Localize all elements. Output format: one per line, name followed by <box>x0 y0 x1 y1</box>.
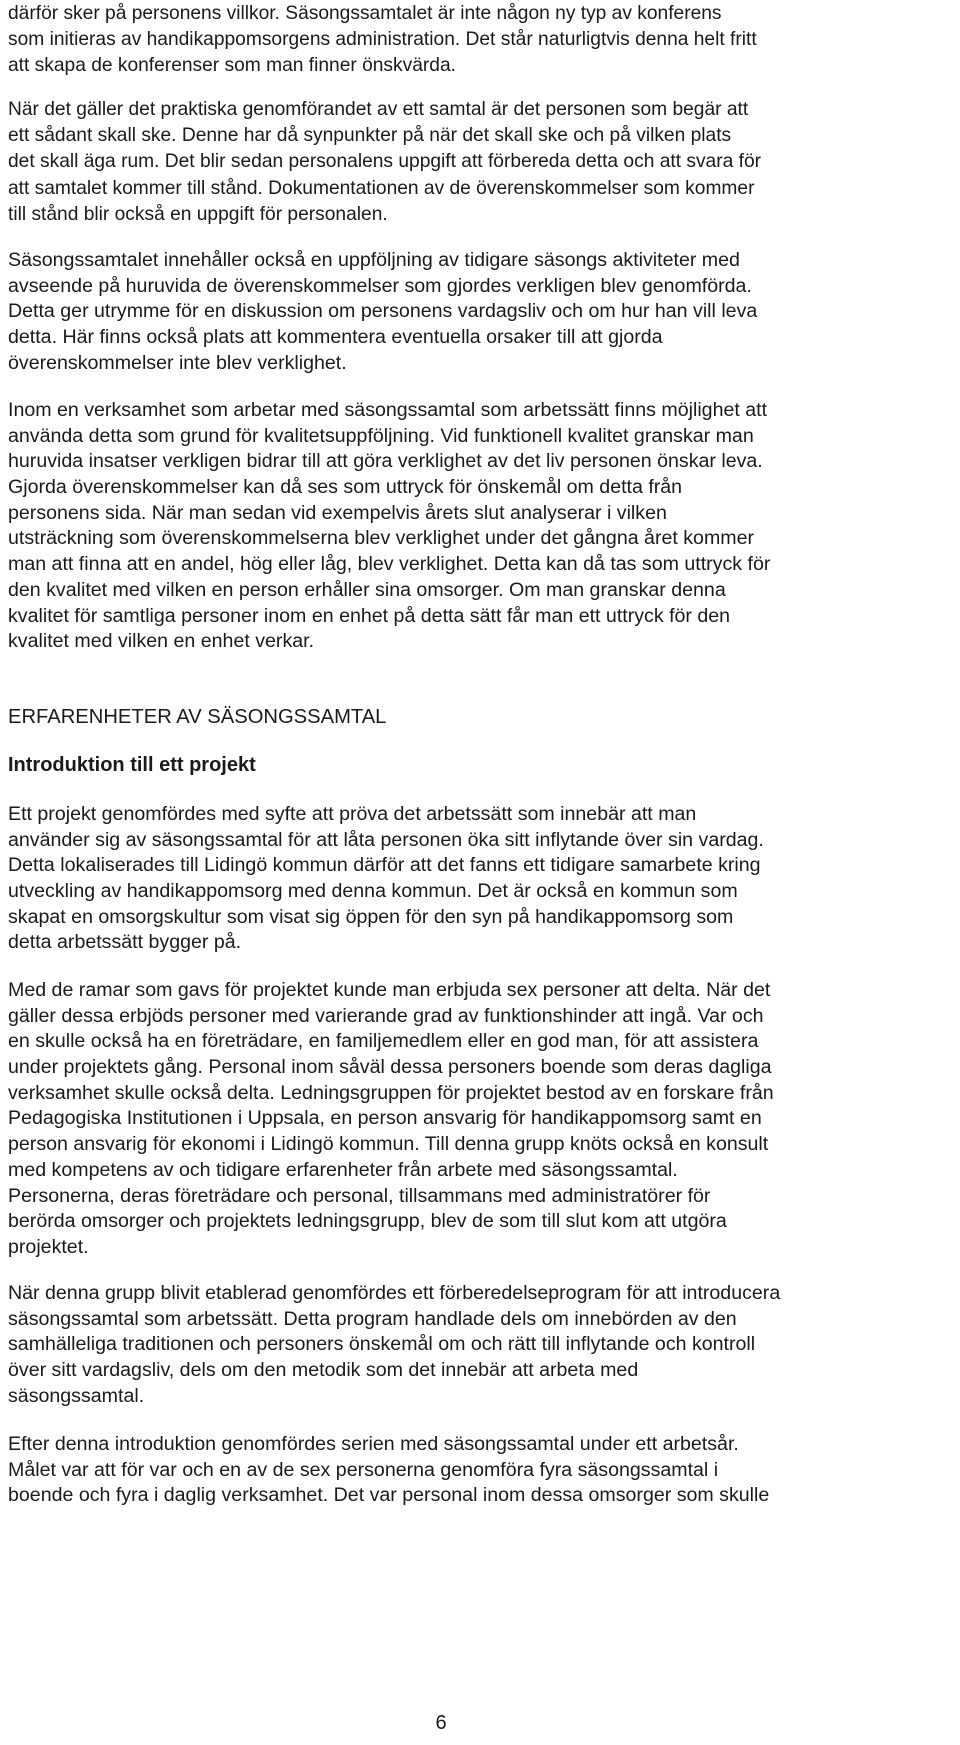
text-line: person ansvarig för ekonomi i Lidingö kommun. Till denna grupp knöts också en konsult <box>8 1133 769 1156</box>
text-line: därför sker på personens villkor. Säsongssamtalet är inte någon ny typ av konferens <box>8 3 722 24</box>
paragraph-followup <box>8 248 954 376</box>
text-line: Efter denna introduktion genomfördes serien med säsongssamtal under ett arbetsår. <box>8 1433 739 1455</box>
text-line: den kvalitet med vilken en person erhåller sina omsorger. Om man granskar denna <box>8 578 726 601</box>
subsection-heading <box>8 752 954 778</box>
text-line: som initieras av handikappomsorgens administration. Det står naturligtvis denna helt fritt <box>8 29 757 51</box>
text-line: till stånd blir också en uppgift för personalen. <box>8 203 388 225</box>
page-number: 6 <box>435 1712 447 1734</box>
text-line: skapat en omsorgskultur som visat sig öppen för den syn på handikappomsorg som <box>8 905 734 928</box>
text-line: Målet var att för var och en av de sex personerna genomföra fyra säsongssamtal i <box>8 1458 719 1481</box>
text-line: att samtalet kommer till stånd. Dokumentationen av de överenskommelser som kommer <box>8 177 755 199</box>
text-line: verksamhet skulle också delta. Ledningsgruppen för projektet bestod av en forskare från <box>8 1081 774 1104</box>
text-line: Inom en verksamhet som arbetar med säsongssamtal som arbetssätt finns möjlighet att <box>8 399 768 421</box>
subheading-text: Introduktion till ett projekt <box>8 754 256 776</box>
text-line: över sitt vardagsliv, dels om den metodik som det innebär att arbeta med <box>8 1359 639 1382</box>
text-line: När det gäller det praktiska genomförandet av ett samtal är det personen som begär att <box>8 99 749 120</box>
text-line: samhälleliga traditionen och personers önskemål om och rätt till inflytande och kontroll <box>8 1333 756 1356</box>
text-line: säsongssamtal som arbetssätt. Detta program handlade dels om innebörden av den <box>8 1307 737 1330</box>
paragraph-series <box>8 1432 954 1509</box>
text-line: boende och fyra i daglig verksamhet. Det var personal inom dessa omsorger som skulle <box>8 1484 770 1507</box>
paragraph-project <box>8 802 954 956</box>
text-line: använder sig av säsongssamtal för att låta personen öka sitt inflytande över sin vardag. <box>8 828 764 851</box>
section-heading <box>8 704 954 730</box>
text-line: utsträckning som överenskommelserna blev verklighet under det gångna året kommer <box>8 527 755 550</box>
paragraph-participants <box>8 978 954 1261</box>
text-line: Detta ger utrymme för en diskussion om personens vardagsliv och om hur han vill leva <box>8 300 758 323</box>
text-line: att skapa de konferenser som man finner önskvärda. <box>8 55 456 77</box>
text-line: avseende på huruvida de överenskommelser som gjordes verkligen blev genomförda. <box>8 274 752 297</box>
text-line: projektet. <box>8 1235 89 1258</box>
heading-text: ERFARENHETER AV SÄSONGSSAMTAL <box>8 706 387 728</box>
text-line: överenskommelser inte blev verklighet. <box>8 351 347 374</box>
text-line: kvalitet med vilken en enhet verkar. <box>8 630 315 653</box>
text-line: under projektets gång. Personal inom såväl dessa personers boende som deras dagliga <box>8 1056 772 1079</box>
text-line: med kompetens av och tidigare erfarenheter från arbete med säsongssamtal. <box>8 1158 678 1181</box>
document-page <box>8 0 954 1745</box>
paragraph-intro <box>8 1 954 80</box>
text-line: gäller dessa erbjöds personer med varierande grad av funktionshinder att ingå. Var och <box>8 1004 764 1027</box>
text-line: personens sida. När man sedan vid exempelvis årets slut analyserar i vilken <box>8 501 667 524</box>
text-line: man att finna att en andel, hög eller låg, blev verklighet. Detta kan då tas som uttryck för <box>8 553 771 576</box>
text-line: berörda omsorger och projektets ledningsgrupp, blev de som till slut kom att utgöra <box>8 1210 727 1233</box>
text-line: Personerna, deras företrädare och personal, tillsammans med administratörer för <box>8 1184 711 1207</box>
text-line: Ett projekt genomfördes med syfte att pröva det arbetssätt som innebär att man <box>8 803 697 825</box>
text-line: det skall äga rum. Det blir sedan personalens uppgift att förbereda detta och att svara för <box>8 151 762 173</box>
text-line: utveckling av handikappomsorg med denna kommun. Det är också en kommun som <box>8 880 738 903</box>
paragraph-quality <box>8 398 954 655</box>
text-line: huruvida insatser verkligen bidrar till att göra verklighet av det liv personen önskar leva. <box>8 450 763 473</box>
text-line: använda detta som grund för kvalitetsuppföljning. Vid funktionell kvalitet granskar man <box>8 424 754 447</box>
text-line: Pedagogiska Institutionen i Uppsala, en person ansvarig för handikappomsorg samt en <box>8 1107 762 1130</box>
text-line: När denna grupp blivit etablerad genomfördes ett förberedelseprogram för att introducera <box>8 1282 781 1304</box>
text-line: detta. Här finns också plats att kommentera eventuella orsaker till att gjorda <box>8 326 663 349</box>
text-line: kvalitet för samtliga personer inom en enhet på detta sätt får man ett uttryck för den <box>8 604 731 627</box>
text-line: ett sådant skall ske. Denne har då synpunkter på när det skall ske och på vilken plats <box>8 125 732 147</box>
text-line: säsongssamtal. <box>8 1384 145 1407</box>
text-line: Detta lokaliserades till Lidingö kommun därför att det fanns ett tidigare samarbete kring <box>8 854 761 877</box>
text-line: Säsongssamtalet innehåller också en uppföljning av tidigare säsongs aktiviteter med <box>8 249 740 271</box>
paragraph-practical <box>8 97 954 228</box>
text-line: Gjorda överenskommelser kan då ses som uttryck för önskemål om detta från <box>8 476 683 499</box>
paragraph-preparation <box>8 1281 954 1409</box>
text-line: detta arbetssätt bygger på. <box>8 931 242 954</box>
text-line: Med de ramar som gavs för projektet kunde man erbjuda sex personer att delta. När det <box>8 979 771 1001</box>
text-line: en skulle också ha en företrädare, en familjemedlem eller en god man, för att assistera <box>8 1030 759 1053</box>
